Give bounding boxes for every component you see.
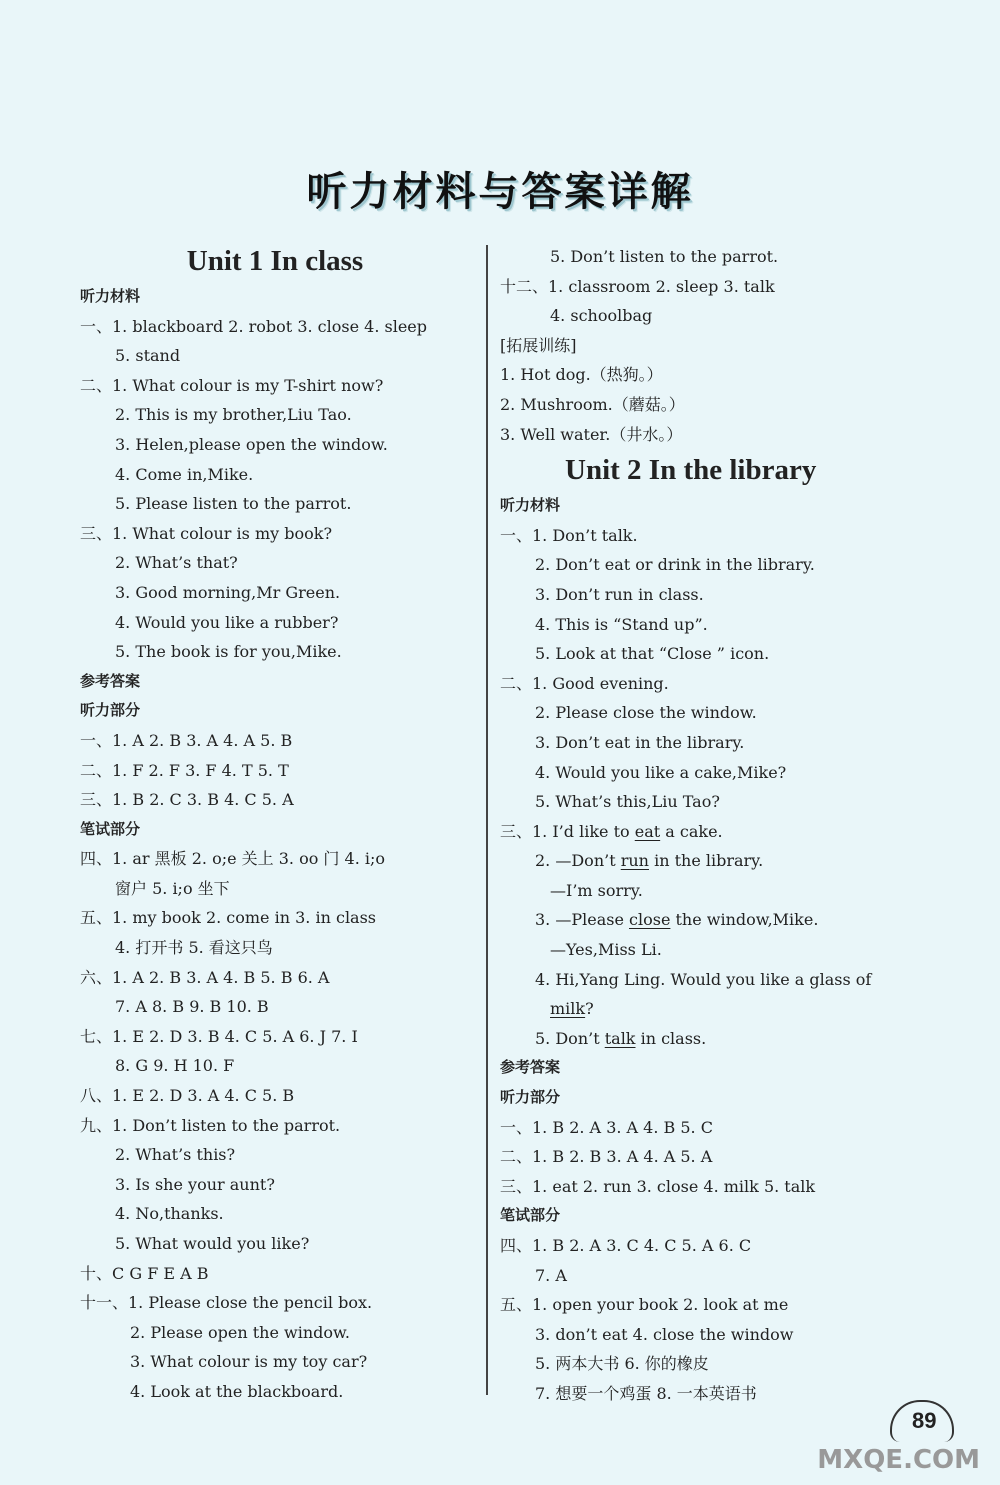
unit1-l2a: 二、1. What colour is my T-shirt now? xyxy=(80,375,384,395)
left-column xyxy=(80,240,480,1407)
unit1-a10: 十、C G F E A B xyxy=(80,1263,209,1283)
unit1-a12: 十二、1. classroom 2. sleep 3. talk xyxy=(500,276,775,296)
unit1-e3: 3. Well water.（井水。） xyxy=(500,424,683,444)
unit2-l3d-blank: milk xyxy=(550,999,586,1019)
unit1-e2: 2. Mushroom.（蘑菇。） xyxy=(500,394,685,414)
unit1-a7: 七、1. E 2. D 3. B 4. C 5. A 6. J 7. I xyxy=(80,1026,358,1046)
unit1-title: Unit 1 In class xyxy=(186,245,364,277)
unit2-a5b: 3. don’t eat 4. close the window xyxy=(535,1324,794,1344)
unit1-listening-heading: 听力材料 xyxy=(80,287,141,305)
unit1-l2c: 3. Helen,please open the window. xyxy=(115,434,388,454)
unit2-a5d: 7. 想要一个鸡蛋 8. 一本英语书 xyxy=(535,1383,757,1403)
unit2-l1b: 2. Don’t eat or drink in the library. xyxy=(535,555,815,575)
unit2-l3b: 2. —Don’t run in the library. xyxy=(535,851,764,871)
right-column xyxy=(500,240,900,1409)
unit2-listen-part-heading: 听力部分 xyxy=(500,1088,561,1107)
unit2-l1e: 5. Look at that “Close ” icon. xyxy=(535,644,770,664)
unit1-a3: 三、1. B 2. C 3. B 4. C 5. A xyxy=(80,790,294,810)
unit1-a9a: 九、1. Don’t listen to the parrot. xyxy=(80,1115,341,1135)
unit1-answers-heading: 参考答案 xyxy=(80,671,141,690)
unit2-l3d: 4. Hi,Yang Ling. Would you like a glass of xyxy=(535,969,872,989)
unit1-a9d: 4. No,thanks. xyxy=(115,1204,224,1224)
unit1-l1: 一、1. blackboard 2. robot 3. close 4. sleep xyxy=(80,316,428,336)
unit1-a8: 八、1. E 2. D 3. A 4. C 5. B xyxy=(80,1086,295,1106)
unit1-listen-part-heading: 听力部分 xyxy=(80,701,141,720)
unit1-a5: 五、1. my book 2. come in 3. in class xyxy=(80,908,377,928)
unit2-a3: 三、1. eat 2. run 3. close 4. milk 5. talk xyxy=(500,1176,816,1196)
unit1-a11c: 3. What colour is my toy car? xyxy=(130,1352,368,1372)
unit2-title: Unit 2 In the library xyxy=(565,454,817,487)
unit2-l1a: 一、1. Don’t talk. xyxy=(500,525,638,545)
unit1-a12b: 4. schoolbag xyxy=(550,306,653,326)
unit2-l3a: 三、1. I’d like to eat a cake. xyxy=(500,821,723,841)
unit2-l3e: 5. Don’t talk in class. xyxy=(535,1028,707,1048)
unit1-a11e: 5. Don’t listen to the parrot. xyxy=(550,247,779,266)
unit1-a5b: 4. 打开书 5. 看这只鸟 xyxy=(115,938,273,958)
unit1-a9e: 5. What would you like? xyxy=(115,1234,310,1253)
watermark-text: MXQE.COM xyxy=(817,1445,980,1475)
unit1-a6: 六、1. A 2. B 3. A 4. B 5. B 6. A xyxy=(80,967,330,987)
unit1-a9c: 3. Is she your aunt? xyxy=(115,1174,275,1194)
unit2-l2e: 5. What’s this,Liu Tao? xyxy=(535,792,720,812)
unit1-ext-heading: [拓展训练] xyxy=(500,335,577,355)
unit1-l3c: 3. Good morning,Mr Green. xyxy=(115,582,341,602)
unit1-a11a: 十一、1. Please close the pencil box. xyxy=(80,1293,373,1313)
unit1-a4b: 窗户 5. i;o 坐下 xyxy=(115,878,230,898)
column-divider xyxy=(486,245,488,1395)
unit2-l3c2: —Yes,Miss Li. xyxy=(550,940,662,960)
unit2-l1c: 3. Don’t run in class. xyxy=(535,584,704,604)
page-title: 听力材料与答案详解 xyxy=(306,169,694,215)
unit2-a4: 四、1. B 2. A 3. C 4. C 5. A 6. C xyxy=(500,1236,752,1255)
unit1-a4: 四、1. ar 黑板 2. o;e 关上 3. oo 门 4. i;o xyxy=(80,849,386,869)
unit1-a9b: 2. What’s this? xyxy=(115,1145,236,1165)
unit2-l2b: 2. Please close the window. xyxy=(535,703,757,723)
unit2-l3c: 3. —Please close the window,Mike. xyxy=(535,910,819,930)
unit2-a4b: 7. A xyxy=(535,1265,567,1285)
unit1-a11d: 4. Look at the blackboard. xyxy=(130,1381,344,1401)
unit2-a5: 五、1. open your book 2. look at me xyxy=(500,1295,789,1315)
unit1-a11b: 2. Please open the window. xyxy=(130,1322,350,1342)
unit2-l2a: 二、1. Good evening. xyxy=(500,673,669,693)
unit1-l3a: 三、1. What colour is my book? xyxy=(80,523,333,543)
unit2-a1: 一、1. B 2. A 3. A 4. B 5. C xyxy=(500,1117,713,1137)
unit1-l2d: 4. Come in,Mike. xyxy=(115,464,254,484)
unit1-l2e: 5. Please listen to the parrot. xyxy=(115,494,352,514)
unit1-l3d: 4. Would you like a rubber? xyxy=(115,612,339,632)
unit1-l2b: 2. This is my brother,Liu Tao. xyxy=(115,405,352,425)
unit1-a2: 二、1. F 2. F 3. F 4. T 5. T xyxy=(80,760,289,780)
unit2-a5c: 5. 两本大书 6. 你的橡皮 xyxy=(535,1354,709,1374)
unit1-a1: 一、1. A 2. B 3. A 4. A 5. B xyxy=(80,730,293,750)
unit1-a7b: 8. G 9. H 10. F xyxy=(115,1056,235,1076)
unit1-e1: 1. Hot dog.（热狗。） xyxy=(500,365,663,385)
unit2-l2c: 3. Don’t eat in the library. xyxy=(535,732,745,752)
unit2-l3a-blank: eat xyxy=(634,821,661,841)
unit1-l3b: 2. What’s that? xyxy=(115,553,238,573)
unit2-l3d2: milk? xyxy=(550,999,594,1019)
unit2-a2: 二、1. B 2. B 3. A 4. A 5. A xyxy=(500,1147,713,1167)
unit1-l1b: 5. stand xyxy=(115,346,181,366)
unit2-l3b-blank: run xyxy=(620,851,649,871)
unit1-a6b: 7. A 8. B 9. B 10. B xyxy=(115,997,269,1017)
unit2-l2d: 4. Would you like a cake,Mike? xyxy=(535,762,787,782)
unit2-l3e-blank: talk xyxy=(604,1028,636,1048)
unit2-l1d: 4. This is “Stand up”. xyxy=(535,614,708,634)
unit1-written-heading: 笔试部分 xyxy=(80,819,141,838)
unit2-l3b2: —I’m sorry. xyxy=(550,880,643,900)
unit2-written-heading: 笔试部分 xyxy=(500,1206,561,1225)
unit1-l3e: 5. The book is for you,Mike. xyxy=(115,642,342,662)
unit2-answers-heading: 参考答案 xyxy=(500,1058,561,1077)
unit2-l3c-blank: close xyxy=(629,910,671,930)
unit2-listening-heading: 听力材料 xyxy=(500,496,561,515)
page-number: 89 xyxy=(912,1408,937,1433)
